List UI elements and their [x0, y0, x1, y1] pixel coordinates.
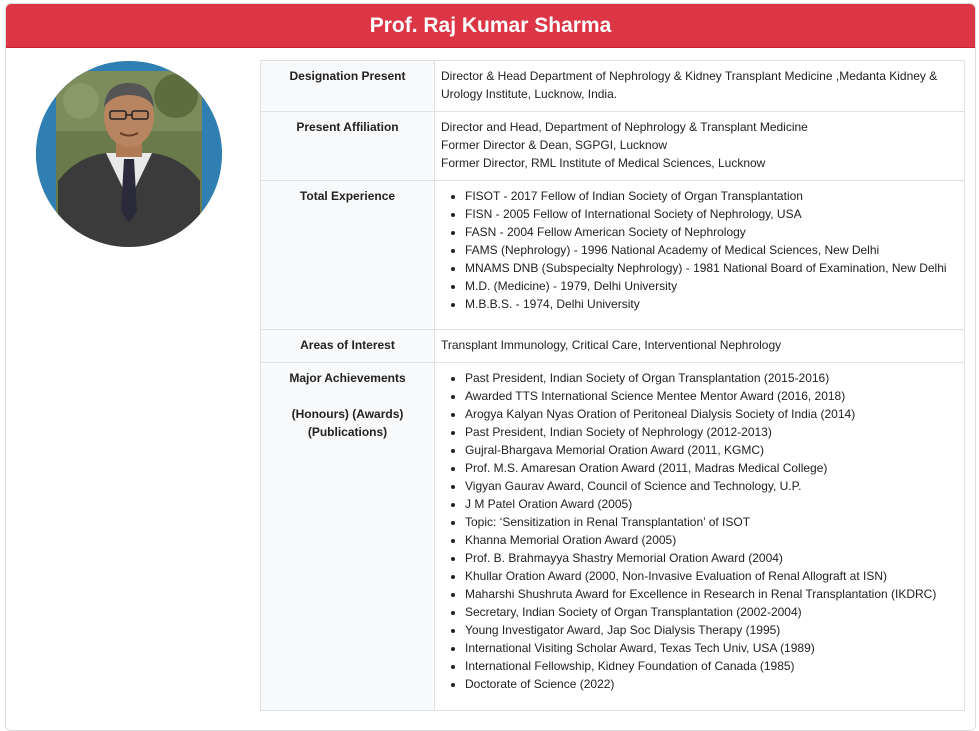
affiliation-line: Former Director & Dean, SGPGI, Lucknow: [441, 138, 668, 152]
list-item: • Past President, Indian Society of Organ Transplantation (2015-2016): [465, 369, 958, 387]
list-item: • Past President, Indian Society of Nephrology (2012-2013): [465, 423, 958, 441]
row-value-experience: [435, 181, 965, 330]
list-item: • Doctorate of Science (2022): [465, 675, 958, 693]
affiliation-line: Director and Head, Department of Nephrology & Transplant Medicine: [441, 120, 808, 134]
list-item: • FASN - 2004 Fellow American Society of Nephrology: [465, 223, 958, 241]
row-value-interest: Transplant Immunology, Critical Care, Interventional Nephrology: [435, 330, 965, 363]
experience-list: [441, 187, 958, 313]
table-row: [261, 363, 965, 711]
row-value-designation: Director & Head Department of Nephrology & Kidney Transplant Medicine ,Medanta Kidney & Urology Institute, Lucknow, India.: [435, 61, 965, 112]
row-label-interest: Areas of Interest: [261, 330, 435, 363]
list-item: • M.B.B.S. - 1974, Delhi University: [465, 295, 958, 313]
list-item: • Secretary, Indian Society of Organ Transplantation (2002-2004): [465, 603, 958, 621]
list-item: • Vigyan Gaurav Award, Council of Science and Technology, U.P.: [465, 477, 958, 495]
row-value-achievements: [435, 363, 965, 711]
achievements-list: [441, 369, 958, 693]
profile-photo: [36, 61, 222, 247]
row-label-designation: Designation Present: [261, 61, 435, 112]
table-row: [261, 112, 965, 181]
list-item: • J M Patel Oration Award (2005): [465, 495, 958, 513]
profile-header: [6, 4, 975, 48]
list-item: • Awarded TTS International Science Mentee Mentor Award (2016, 2018): [465, 387, 958, 405]
list-item: • International Fellowship, Kidney Foundation of Canada (1985): [465, 657, 958, 675]
list-item: • Young Investigator Award, Jap Soc Dialysis Therapy (1995): [465, 621, 958, 639]
list-item: • FISOT - 2017 Fellow of Indian Society of Organ Transplantation: [465, 187, 958, 205]
row-label-affiliation: Present Affiliation: [261, 112, 435, 181]
list-item: • Maharshi Shushruta Award for Excellence in Research in Renal Transplantation (IKDRC): [465, 585, 958, 603]
table-row: [261, 330, 965, 363]
list-item: • Topic: ‘Sensitization in Renal Transplantation’ of ISOT: [465, 513, 958, 531]
list-item: • FISN - 2005 Fellow of International Society of Nephrology, USA: [465, 205, 958, 223]
table-row: [261, 181, 965, 330]
list-item: • Gujral-Bhargava Memorial Oration Award (2011, KGMC): [465, 441, 958, 459]
list-item: • Prof. B. Brahmayya Shastry Memorial Oration Award (2004): [465, 549, 958, 567]
affiliation-line: Former Director, RML Institute of Medical Sciences, Lucknow: [441, 156, 766, 170]
list-item: • MNAMS DNB (Subspecialty Nephrology) - 1981 National Board of Examination, New Delhi: [465, 259, 958, 277]
page-title: Prof. Raj Kumar Sharma: [369, 13, 612, 37]
table-row: [261, 61, 965, 112]
profile-card: [5, 3, 976, 731]
profile-table: [260, 60, 965, 711]
achievements-label-publications: (Publications): [307, 425, 388, 439]
portrait-photo-icon: [36, 61, 222, 247]
list-item: • International Visiting Scholar Award, Texas Tech Univ, USA (1989): [465, 639, 958, 657]
achievements-label: Major Achievements: [289, 371, 406, 385]
achievements-label-honours: (Honours) (Awards): [291, 407, 404, 421]
row-label-achievements: [261, 363, 435, 711]
row-value-affiliation: [435, 112, 965, 181]
list-item: • Khullar Oration Award (2000, Non-Invasive Evaluation of Renal Allograft at ISN): [465, 567, 958, 585]
list-item: • Prof. M.S. Amaresan Oration Award (2011, Madras Medical College): [465, 459, 958, 477]
list-item: • M.D. (Medicine) - 1979, Delhi University: [465, 277, 958, 295]
list-item: • FAMS (Nephrology) - 1996 National Academy of Medical Sciences, New Delhi: [465, 241, 958, 259]
row-label-experience: Total Experience: [261, 181, 435, 330]
list-item: • Khanna Memorial Oration Award (2005): [465, 531, 958, 549]
list-item: • Arogya Kalyan Nyas Oration of Peritoneal Dialysis Society of India (2014): [465, 405, 958, 423]
